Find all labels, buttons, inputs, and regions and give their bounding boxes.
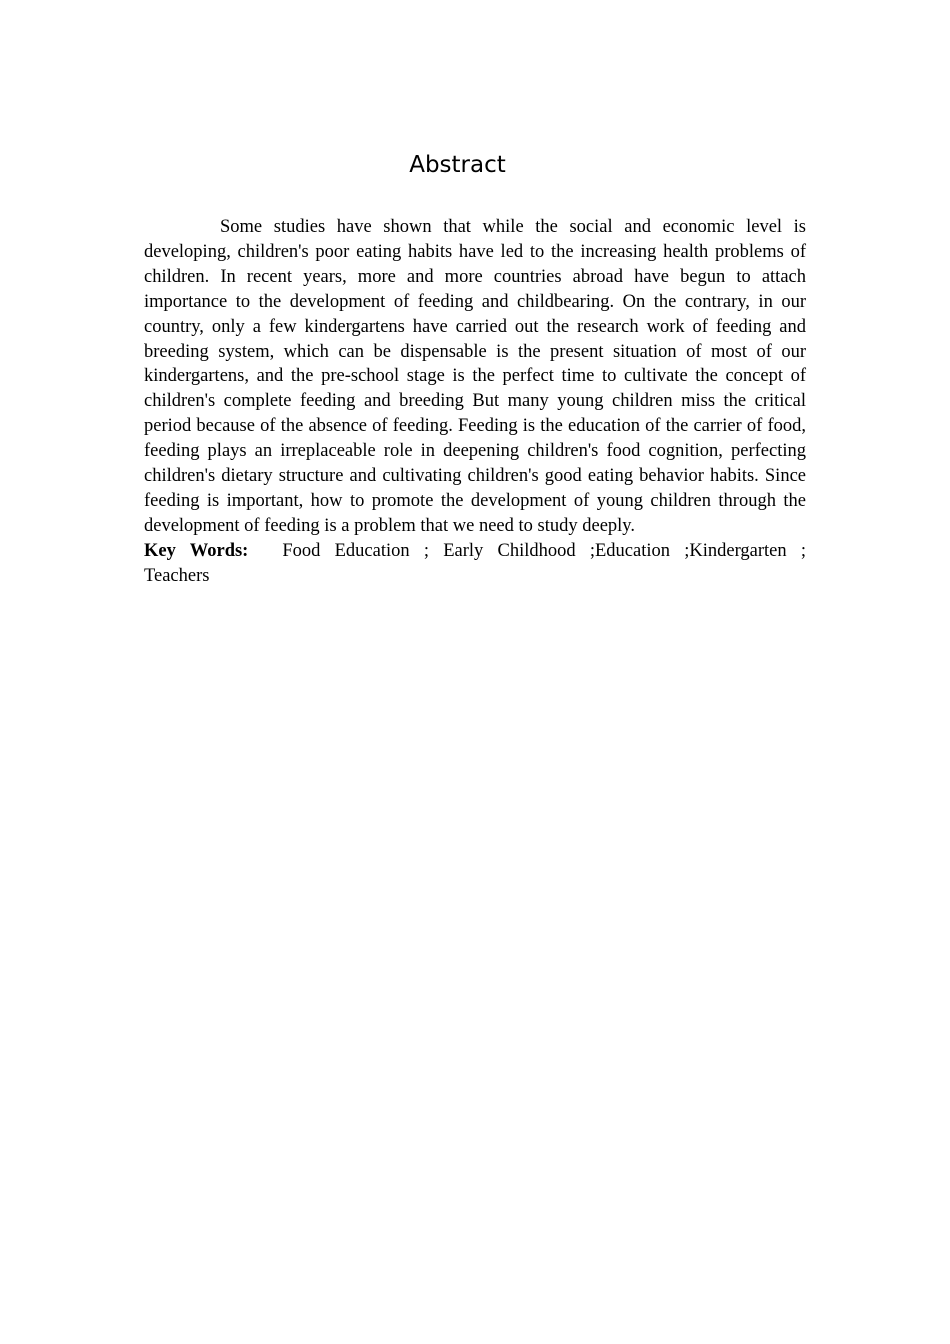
abstract-title: Abstract <box>409 152 506 178</box>
keywords-line <box>144 539 806 589</box>
abstract-paragraph: Some studies have shown that while the social and economic level is developing, children's poor eating habits have led to the increasing health problems of children. In recent years, more and more countries abroad have begun to attach importance to the development of feeding and childbearing. On the contrary, in our country, only a few kindergartens have carried out the research work of feeding and breeding system, which can be dispensable is the present situation of most of our kindergartens, and the pre-school stage is the perfect time to cultivate the concept of children's complete feeding and breeding But many young children miss the critical period because of the absence of feeding. Feeding is the education of the carrier of food, feeding plays an irreplaceable role in deepening children's food cognition, perfecting children's dietary structure and cultivating children's good eating behavior habits. Since feeding is important, how to promote the development of young children through the development of feeding is a problem that we need to study deeply. <box>144 217 806 536</box>
keywords-text: Food Education ; Early Childhood ;Education ;Kindergarten ; Teachers <box>144 541 807 586</box>
keywords-label: Key Words: <box>144 541 249 561</box>
